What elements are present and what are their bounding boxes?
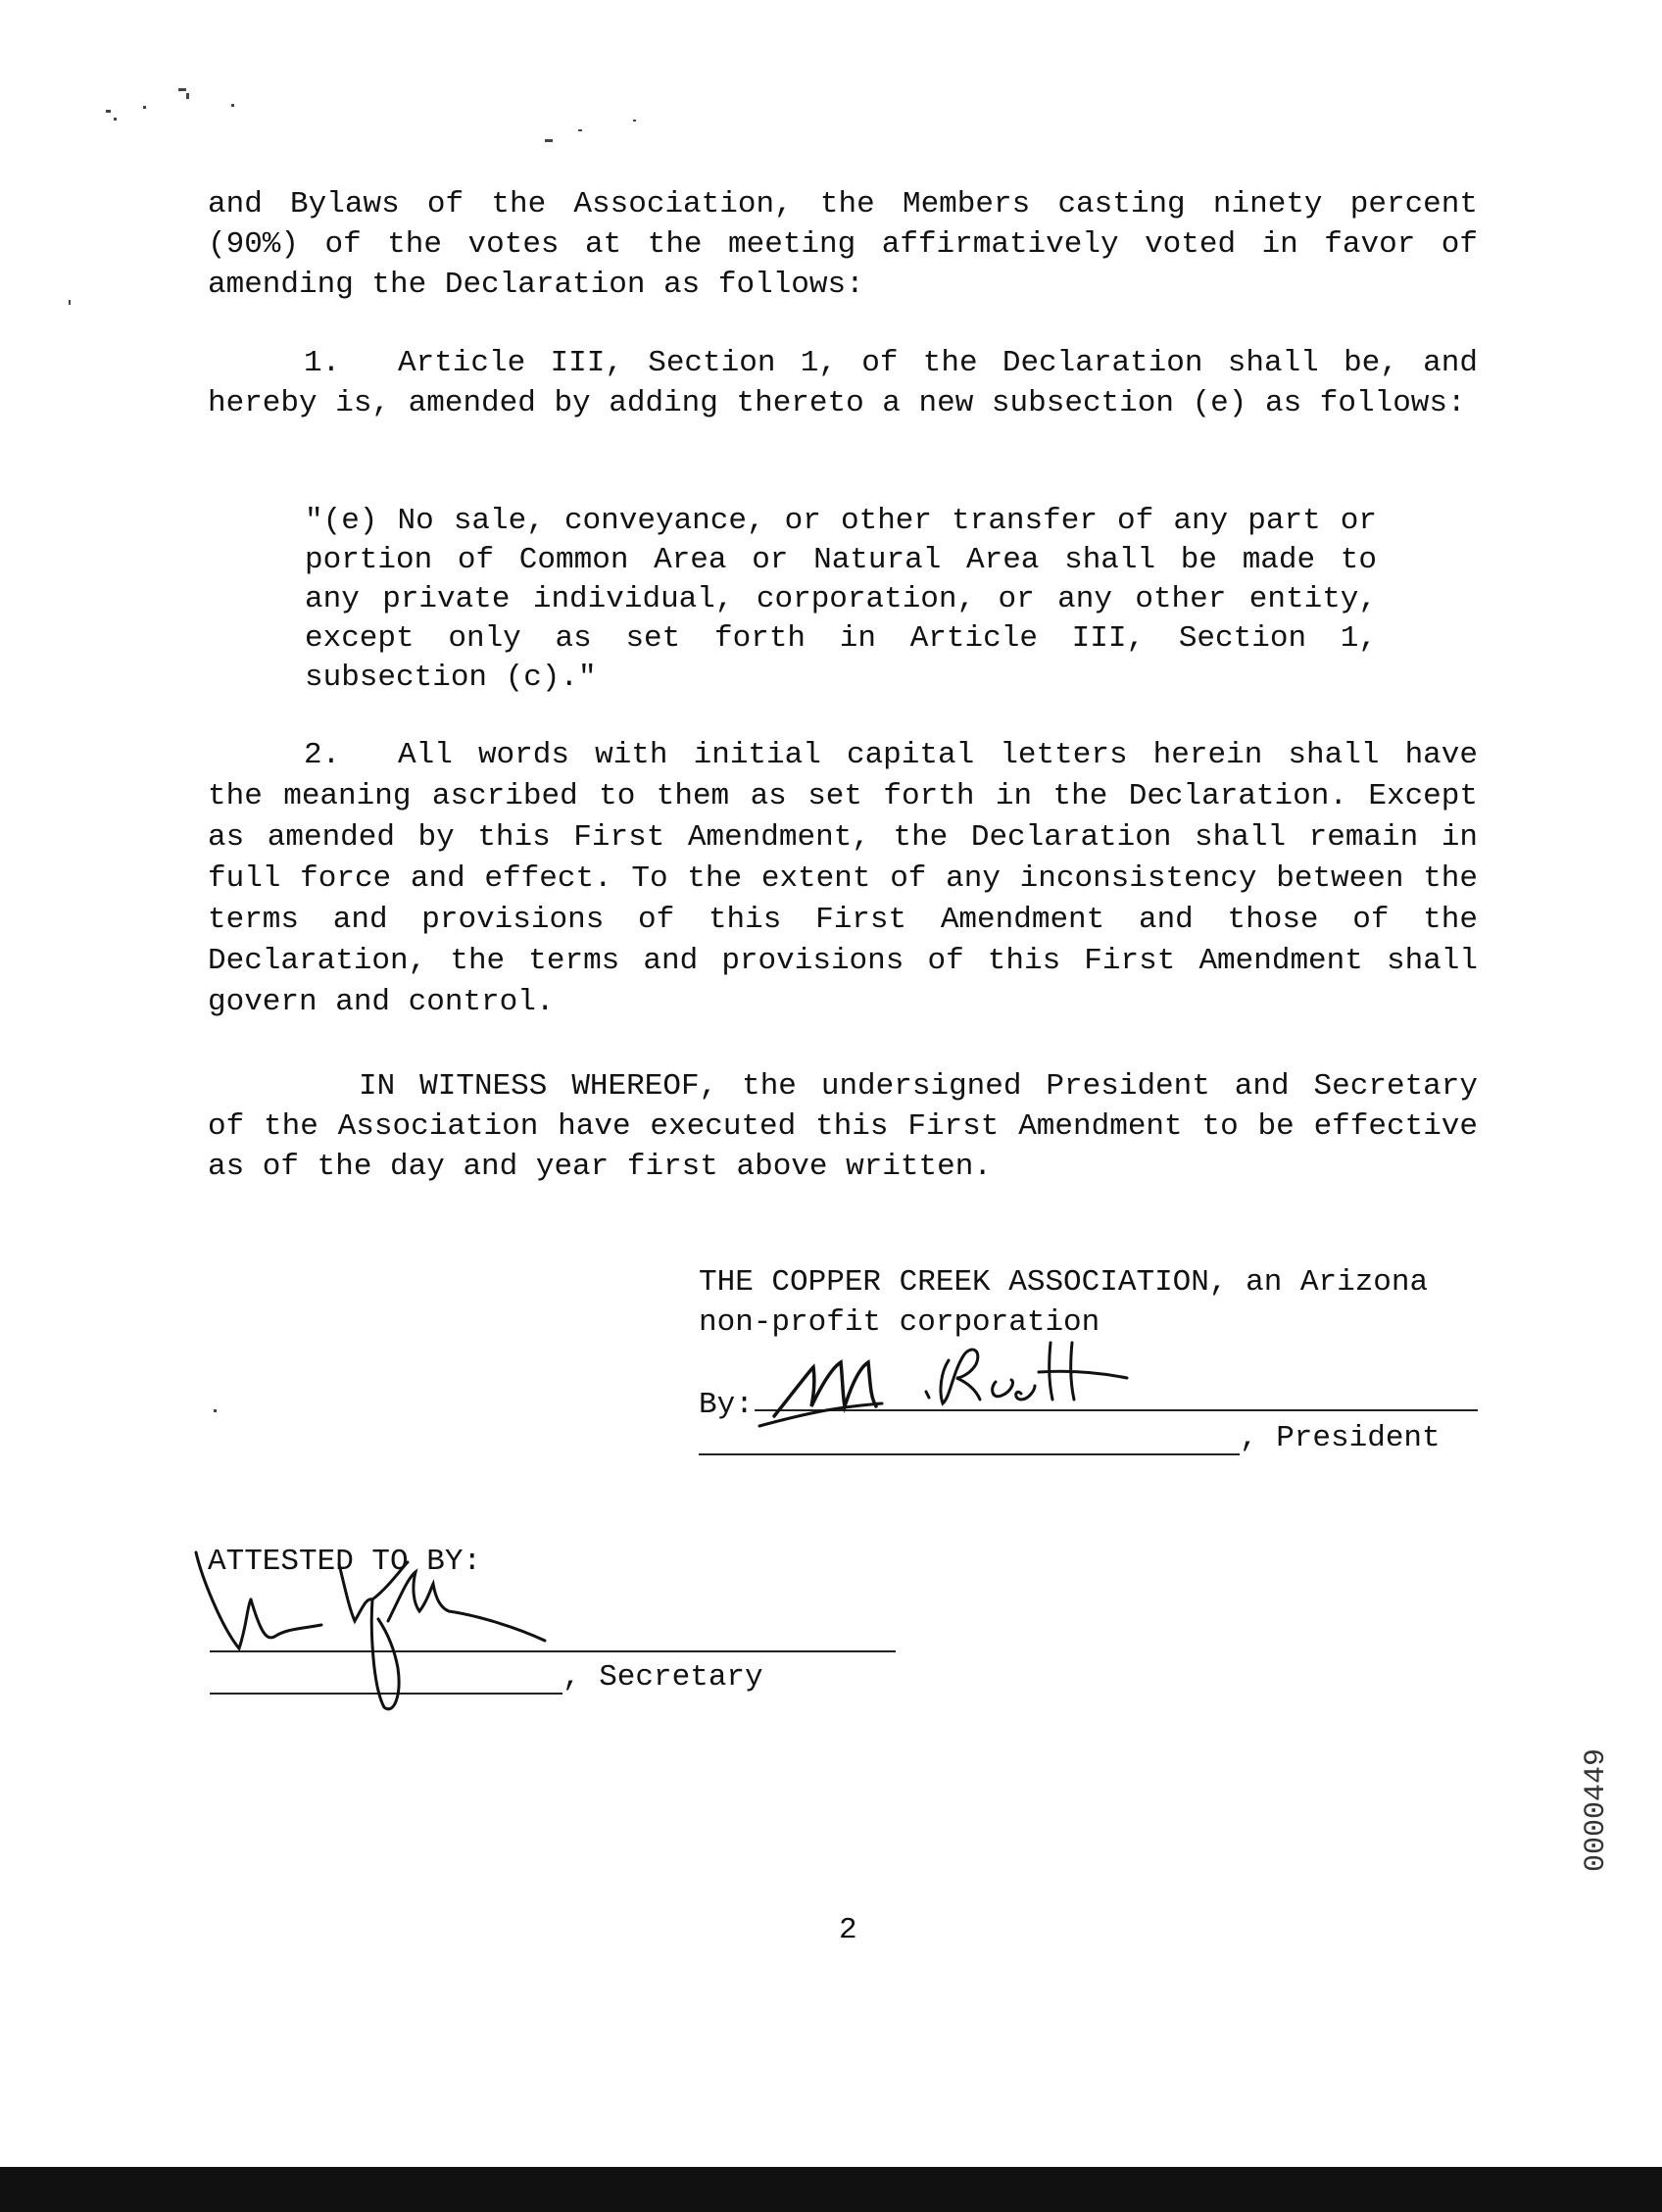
item-1-number: 1. — [304, 346, 341, 380]
side-stamp-text: 0000449 — [1580, 1747, 1613, 1872]
item-2-text: All words with initial capital letters herein shall have the meaning ascribed to them as set forth in the Declaration. Except as amended by this First Amendment, the Declaration shall remain in full force and effect. To the extent of any inconsistency between the terms and provisions of this First Amendment and those of the Declaration, the terms and provisions of this First Amendment shall govern and control. — [208, 738, 1478, 1019]
item-1-text: Article III, Section 1, of the Declaration shall be, and hereby is, amended by adding thereto a new subsection (e) as follows: — [208, 346, 1478, 420]
scan-speck — [214, 1409, 217, 1412]
item-2-paragraph — [208, 735, 1478, 1023]
president-signature — [755, 1313, 1186, 1431]
by-label: By: — [699, 1388, 754, 1422]
item-1-paragraph — [208, 343, 1478, 423]
scan-speck — [545, 139, 553, 142]
page-number: 2 — [839, 1913, 857, 1947]
secretary-signature — [192, 1539, 564, 1725]
scan-speck — [69, 300, 71, 305]
item-2-number: 2. — [304, 738, 341, 772]
scan-speck — [231, 104, 234, 107]
scan-edge-bar — [0, 2167, 1662, 2212]
scan-speck — [633, 120, 636, 122]
witness-text: IN WITNESS WHEREOF, the undersigned President and Secretary of the Association have executed this First Amendment to be effective as of the day and year first above written. — [208, 1069, 1478, 1184]
org-name-line: THE COPPER CREEK ASSOCIATION, an Arizona — [699, 1265, 1429, 1300]
scan-speck — [114, 118, 117, 121]
witness-paragraph — [208, 1066, 1478, 1187]
intro-paragraph: and Bylaws of the Association, the Members casting ninety percent (90%) of the votes at the meeting affirmatively voted in favor of amending the Declaration as follows: — [208, 187, 1478, 302]
amendment-quote: "(e) No sale, conveyance, or other transfer of any part or portion of Common Area or Natural Area shall be made to any private individual, corporation, or any other entity, except only as set forth in Article III, Section 1, subsection (c)." — [305, 504, 1377, 695]
scan-speck — [143, 106, 146, 109]
president-label: , President — [1240, 1421, 1441, 1455]
org-type-line: non-profit corporation — [699, 1305, 1100, 1340]
scan-speck — [186, 93, 189, 99]
president-name-line — [699, 1453, 1240, 1455]
secretary-label: , Secretary — [562, 1660, 763, 1695]
side-stamp — [1576, 1548, 1615, 1882]
scan-speck — [106, 110, 111, 113]
attested-label: ATTESTED TO BY: — [208, 1545, 482, 1579]
scan-speck — [178, 88, 186, 91]
scan-speck — [578, 129, 582, 131]
